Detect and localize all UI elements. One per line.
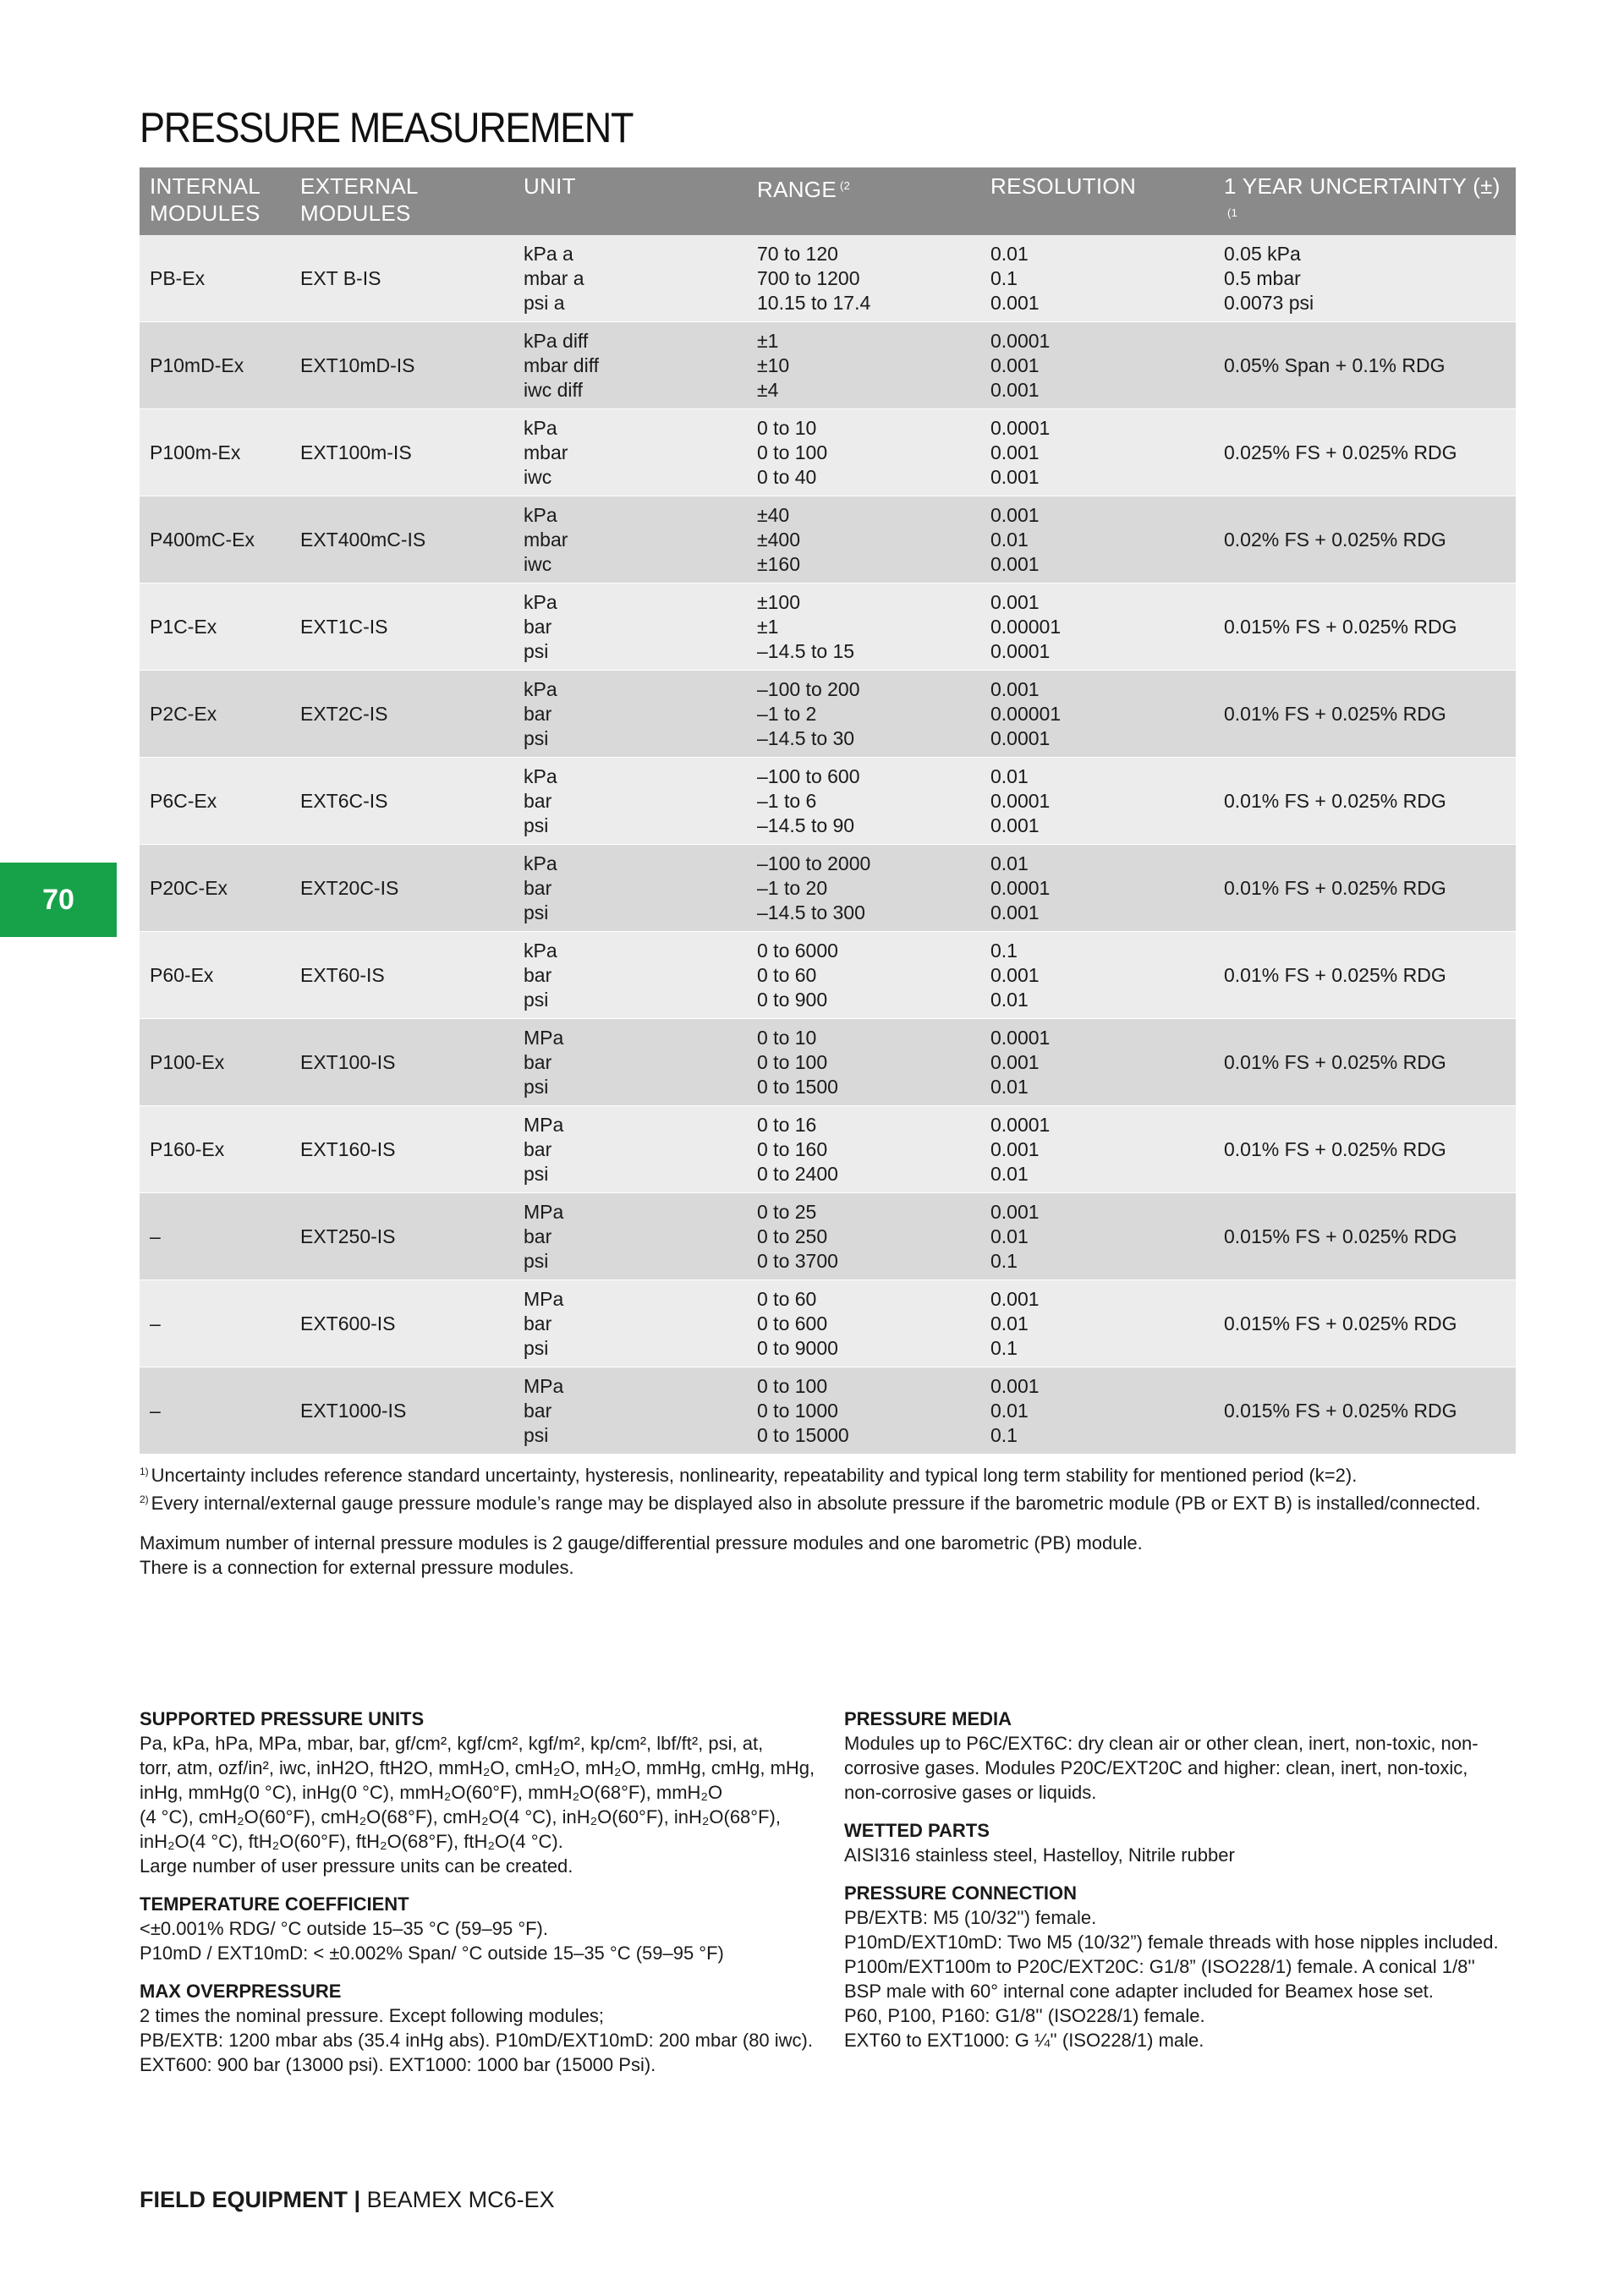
resolution-cell <box>980 671 1214 758</box>
uncertainty-cell <box>1214 322 1516 409</box>
unit-cell-line: MPa <box>524 1113 564 1136</box>
table-row <box>140 932 1516 1019</box>
unit-cell-line: mbar a <box>524 266 584 289</box>
unit-cell-line: kPa <box>524 416 557 439</box>
resolution-cell-line: 0.001 <box>990 378 1040 401</box>
unit-cell-line: MPa <box>524 1287 564 1310</box>
table-row <box>140 845 1516 932</box>
resolution-cell-line: 0.01 <box>990 528 1029 551</box>
unit-cell-line: mbar <box>524 441 568 463</box>
pressure-spec-table <box>140 167 1516 1455</box>
unit-cell-line: bar <box>524 702 552 725</box>
unit-cell-line: MPa <box>524 1026 564 1049</box>
range-cell-line: ±1 <box>757 615 779 638</box>
unit-cell-line: bar <box>524 1399 552 1422</box>
range-cell-line: ±160 <box>757 552 800 575</box>
external-module-cell: EXT2C-IS <box>290 671 513 758</box>
unit-cell-line: psi <box>524 1075 549 1098</box>
unit-cell-line: bar <box>524 789 552 812</box>
resolution-cell-line: 0.01 <box>990 1075 1029 1098</box>
external-module-cell: EXT B-IS <box>290 235 513 322</box>
internal-module-cell: P2C-Ex <box>140 671 290 758</box>
internal-module-cell: P100-Ex <box>140 1019 290 1106</box>
resolution-cell-line: 0.0001 <box>990 329 1051 352</box>
unit-cell-line: psi a <box>524 291 565 314</box>
resolution-cell-line: 0.01 <box>990 1225 1029 1247</box>
resolution-cell-line: 0.001 <box>990 814 1040 836</box>
spec-column-left <box>140 1707 816 2091</box>
range-cell <box>747 1367 980 1455</box>
footer-separator: | <box>354 2187 361 2212</box>
table-header-row <box>140 167 1516 235</box>
uncertainty-cell-line: 0.02% FS + 0.025% RDG <box>1224 528 1446 551</box>
page-footer <box>140 2187 555 2213</box>
uncertainty-cell-line: 0.01% FS + 0.025% RDG <box>1224 1050 1446 1073</box>
resolution-cell-line: 0.1 <box>990 1249 1018 1272</box>
unit-cell <box>513 932 747 1019</box>
range-cell-line: 0 to 9000 <box>757 1336 838 1359</box>
uncertainty-cell-line: 0.0073 psi <box>1224 291 1314 314</box>
unit-cell <box>513 1280 747 1367</box>
resolution-cell-line: 0.01 <box>990 988 1029 1011</box>
range-cell-line: 70 to 120 <box>757 242 838 265</box>
range-cell-line: –1 to 6 <box>757 789 817 812</box>
unit-cell-line: psi <box>524 1336 549 1359</box>
range-cell-line: 0 to 1000 <box>757 1399 838 1422</box>
range-cell <box>747 235 980 322</box>
resolution-cell-line: 0.001 <box>990 291 1040 314</box>
unit-cell-line: kPa <box>524 764 557 787</box>
range-cell-line: ±100 <box>757 590 800 613</box>
resolution-cell-line: 0.001 <box>990 503 1040 526</box>
internal-module-cell: P20C-Ex <box>140 845 290 932</box>
resolution-cell-line: 0.001 <box>990 1287 1040 1310</box>
unit-cell-line: psi <box>524 726 549 749</box>
range-cell-line: 10.15 to 17.4 <box>757 291 871 314</box>
section-body-units: Pa, kPa, hPa, MPa, mbar, bar, gf/cm², kgf/cm², kgf/m², kp/cm², lbf/ft², psi, at, torr, atm, ozf/in², iwc, inH2O, ftH2O, mmH₂O, cmH₂O, mH₂O, mmHg, cmHg, mHg, inHg, mmHg(0 °C), inHg(0 °C), mmH₂O(60°F), mmH₂O(68°F), mmH₂O (4 °C), cmH₂O(60°F), cmH₂O(68°F), cmH₂O(4 °C), inH₂O(60°F), inH₂O(68°F), inH₂O(4 °C), ftH₂O(60°F), ftH₂O(68°F), ftH₂O(4 °C). Large number of user pressure units can be created. <box>140 1733 815 1877</box>
uncertainty-cell-line: 0.015% FS + 0.025% RDG <box>1224 1312 1457 1334</box>
unit-cell <box>513 758 747 845</box>
page-number-tab: 70 <box>0 863 117 937</box>
uncertainty-cell-line: 0.01% FS + 0.025% RDG <box>1224 702 1446 725</box>
unit-cell-line: kPa diff <box>524 329 589 352</box>
range-cell <box>747 1019 980 1106</box>
unit-cell <box>513 584 747 671</box>
internal-module-cell: – <box>140 1193 290 1280</box>
table-row <box>140 671 1516 758</box>
unit-cell <box>513 671 747 758</box>
unit-cell <box>513 322 747 409</box>
footnote-2: $^{2)}$ Every internal/external gauge pressure module’s range may be displayed also in absolute pressure if the barometric module (PB or EXT B) is installed/connected. <box>140 1493 1481 1514</box>
resolution-cell <box>980 1019 1214 1106</box>
external-module-cell: EXT20C-IS <box>290 845 513 932</box>
unit-cell-line: bar <box>524 615 552 638</box>
range-cell-line: 0 to 160 <box>757 1137 828 1160</box>
external-module-cell: EXT250-IS <box>290 1193 513 1280</box>
uncertainty-cell-line: 0.05% Span + 0.1% RDG <box>1224 353 1446 376</box>
uncertainty-cell-line: 0.01% FS + 0.025% RDG <box>1224 789 1446 812</box>
section-body-pressure-connection: PB/EXTB: M5 (10/32'') female. P10mD/EXT10mD: Two M5 (10/32”) female threads with hose nipples included. P100m/EXT100m to P20C/EXT20C: G1/8” (ISO228/1) female. A conical 1/8'' BSP male with 60° internal cone adapter included for Beamex hose set. P60, P100, P160: G1/8'' (ISO228/1) female. EXT60 to EXT1000: G ¼'' (ISO228/1) male. <box>844 1907 1499 2051</box>
external-module-cell: EXT1C-IS <box>290 584 513 671</box>
uncertainty-cell <box>1214 496 1516 584</box>
unit-cell <box>513 1106 747 1193</box>
uncertainty-cell-line: 0.015% FS + 0.025% RDG <box>1224 615 1457 638</box>
unit-cell-line: bar <box>524 1225 552 1247</box>
table-row <box>140 235 1516 322</box>
range-cell-line: 0 to 900 <box>757 988 828 1011</box>
unit-cell-line: psi <box>524 639 549 662</box>
section-heading-wetted-parts: WETTED PARTS <box>844 1820 990 1841</box>
range-cell-line: 0 to 10 <box>757 416 817 439</box>
range-cell-line: –14.5 to 15 <box>757 639 855 662</box>
resolution-cell-line: 0.001 <box>990 963 1040 986</box>
unit-cell-line: psi <box>524 901 549 923</box>
unit-cell <box>513 409 747 496</box>
range-cell <box>747 322 980 409</box>
uncertainty-cell-line: 0.015% FS + 0.025% RDG <box>1224 1225 1457 1247</box>
resolution-cell-line: 0.0001 <box>990 639 1051 662</box>
unit-cell-line: kPa <box>524 590 557 613</box>
internal-module-cell: P10mD-Ex <box>140 322 290 409</box>
range-cell-line: 0 to 600 <box>757 1312 828 1334</box>
external-module-cell: EXT1000-IS <box>290 1367 513 1455</box>
range-cell <box>747 584 980 671</box>
header-resolution: RESOLUTION <box>980 167 1214 235</box>
unit-cell-line: bar <box>524 963 552 986</box>
range-cell-line: 0 to 100 <box>757 441 828 463</box>
range-cell-line: –1 to 2 <box>757 702 817 725</box>
note-module-limit: Maximum number of internal pressure modules is 2 gauge/differential pressure modules and one barometric (PB) module. <box>140 1532 1143 1553</box>
uncertainty-cell <box>1214 235 1516 322</box>
unit-cell-line: mbar diff <box>524 353 600 376</box>
range-cell-line: –14.5 to 300 <box>757 901 865 923</box>
uncertainty-cell <box>1214 671 1516 758</box>
resolution-cell-line: 0.1 <box>990 1336 1018 1359</box>
unit-cell-line: MPa <box>524 1374 564 1397</box>
range-cell-line: –1 to 20 <box>757 876 828 899</box>
uncertainty-cell <box>1214 584 1516 671</box>
resolution-cell-line: 0.001 <box>990 590 1040 613</box>
spec-column-right <box>844 1707 1521 2066</box>
resolution-cell-line: 0.1 <box>990 939 1018 962</box>
external-module-cell: EXT400mC-IS <box>290 496 513 584</box>
uncertainty-cell-line: 0.01% FS + 0.025% RDG <box>1224 963 1446 986</box>
range-cell-line: 0 to 250 <box>757 1225 828 1247</box>
range-cell-line: 0 to 2400 <box>757 1162 838 1185</box>
unit-cell-line: bar <box>524 876 552 899</box>
resolution-cell <box>980 584 1214 671</box>
external-module-cell: EXT10mD-IS <box>290 322 513 409</box>
range-cell-line: 0 to 6000 <box>757 939 838 962</box>
range-cell <box>747 1106 980 1193</box>
unit-cell <box>513 496 747 584</box>
range-cell <box>747 932 980 1019</box>
external-module-cell: EXT100m-IS <box>290 409 513 496</box>
table-row <box>140 758 1516 845</box>
header-uncertainty: 1 YEAR UNCERTAINTY $(\pm)^{(1}$ <box>1214 167 1516 235</box>
range-cell <box>747 845 980 932</box>
resolution-cell-line: 0.001 <box>990 1137 1040 1160</box>
external-module-cell: EXT60-IS <box>290 932 513 1019</box>
range-cell-line: 0 to 16 <box>757 1113 817 1136</box>
resolution-cell <box>980 322 1214 409</box>
table-row <box>140 322 1516 409</box>
resolution-cell-line: 0.001 <box>990 901 1040 923</box>
table-row <box>140 1019 1516 1106</box>
resolution-cell <box>980 1193 1214 1280</box>
unit-cell-line: kPa a <box>524 242 573 265</box>
section-heading-temp-coefficient: TEMPERATURE COEFFICIENT <box>140 1893 409 1915</box>
uncertainty-cell-line: 0.01% FS + 0.025% RDG <box>1224 876 1446 899</box>
range-cell-line: 0 to 10 <box>757 1026 817 1049</box>
external-module-cell: EXT100-IS <box>290 1019 513 1106</box>
unit-cell-line: psi <box>524 1162 549 1185</box>
resolution-cell-line: 0.001 <box>990 353 1040 376</box>
unit-cell-line: bar <box>524 1050 552 1073</box>
unit-cell <box>513 1019 747 1106</box>
internal-module-cell: P400mC-Ex <box>140 496 290 584</box>
range-cell <box>747 671 980 758</box>
resolution-cell-line: 0.00001 <box>990 702 1062 725</box>
footer-section: FIELD EQUIPMENT <box>140 2187 348 2212</box>
resolution-cell-line: 0.00001 <box>990 615 1062 638</box>
range-cell <box>747 409 980 496</box>
resolution-cell-line: 0.1 <box>990 266 1018 289</box>
section-body-temp-coefficient: <±0.001% RDG/ °C outside 15–35 °C (59–95 °F). P10mD / EXT10mD: < ±0.002% Span/ °C outside 15–35 °C (59–95 °F) <box>140 1918 724 1964</box>
resolution-cell <box>980 1367 1214 1455</box>
resolution-cell-line: 0.001 <box>990 552 1040 575</box>
range-cell-line: 0 to 25 <box>757 1200 817 1223</box>
resolution-cell <box>980 496 1214 584</box>
unit-cell-line: psi <box>524 1249 549 1272</box>
section-heading-pressure-media: PRESSURE MEDIA <box>844 1708 1012 1729</box>
table-row <box>140 1280 1516 1367</box>
range-cell-line: 0 to 100 <box>757 1050 828 1073</box>
resolution-cell-line: 0.001 <box>990 465 1040 488</box>
range-cell-line: 0 to 60 <box>757 1287 817 1310</box>
section-heading-max-overpressure: MAX OVERPRESSURE <box>140 1981 342 2002</box>
external-module-cell: EXT160-IS <box>290 1106 513 1193</box>
uncertainty-cell <box>1214 932 1516 1019</box>
header-unit: UNIT <box>513 167 747 235</box>
range-cell <box>747 496 980 584</box>
range-cell <box>747 1193 980 1280</box>
unit-cell-line: kPa <box>524 677 557 700</box>
range-cell-line: 0 to 3700 <box>757 1249 838 1272</box>
unit-cell-line: psi <box>524 988 549 1011</box>
unit-cell <box>513 235 747 322</box>
range-cell-line: 0 to 15000 <box>757 1423 849 1446</box>
table-row <box>140 1106 1516 1193</box>
uncertainty-cell <box>1214 1019 1516 1106</box>
resolution-cell-line: 0.001 <box>990 677 1040 700</box>
uncertainty-cell <box>1214 1193 1516 1280</box>
unit-cell-line: MPa <box>524 1200 564 1223</box>
footer-product: BEAMEX MC6-EX <box>366 2187 555 2212</box>
range-cell-line: 0 to 1500 <box>757 1075 838 1098</box>
table-row <box>140 1193 1516 1280</box>
resolution-cell-line: 0.1 <box>990 1423 1018 1446</box>
internal-module-cell: PB-Ex <box>140 235 290 322</box>
header-internal-modules: INTERNAL MODULES <box>140 167 290 235</box>
uncertainty-cell <box>1214 758 1516 845</box>
uncertainty-cell <box>1214 409 1516 496</box>
header-range: RANGE $^{(2}$ <box>747 167 980 235</box>
range-cell-line: ±1 <box>757 329 779 352</box>
uncertainty-cell <box>1214 1367 1516 1455</box>
internal-module-cell: – <box>140 1280 290 1367</box>
unit-cell-line: bar <box>524 1312 552 1334</box>
internal-module-cell: P100m-Ex <box>140 409 290 496</box>
internal-module-cell: – <box>140 1367 290 1455</box>
table-row <box>140 584 1516 671</box>
unit-cell-line: psi <box>524 814 549 836</box>
internal-module-cell: P6C-Ex <box>140 758 290 845</box>
unit-cell <box>513 845 747 932</box>
unit-cell <box>513 1367 747 1455</box>
table-row <box>140 496 1516 584</box>
range-cell-line: –100 to 2000 <box>757 852 871 874</box>
internal-module-cell: P60-Ex <box>140 932 290 1019</box>
table-row <box>140 409 1516 496</box>
range-cell-line: ±4 <box>757 378 779 401</box>
resolution-cell-line: 0.0001 <box>990 416 1051 439</box>
header-external-modules: EXTERNAL MODULES <box>290 167 513 235</box>
range-cell <box>747 1280 980 1367</box>
range-cell-line: 700 to 1200 <box>757 266 860 289</box>
external-module-cell: EXT6C-IS <box>290 758 513 845</box>
internal-module-cell: P160-Ex <box>140 1106 290 1193</box>
resolution-cell-line: 0.0001 <box>990 726 1051 749</box>
unit-cell-line: bar <box>524 1137 552 1160</box>
unit-cell-line: kPa <box>524 503 557 526</box>
external-module-cell: EXT600-IS <box>290 1280 513 1367</box>
range-cell-line: ±400 <box>757 528 800 551</box>
uncertainty-cell-line: 0.025% FS + 0.025% RDG <box>1224 441 1457 463</box>
range-cell-line: ±10 <box>757 353 790 376</box>
uncertainty-cell-line: 0.5 mbar <box>1224 266 1301 289</box>
resolution-cell-line: 0.0001 <box>990 876 1051 899</box>
uncertainty-cell-line: 0.015% FS + 0.025% RDG <box>1224 1399 1457 1422</box>
unit-cell-line: iwc <box>524 552 552 575</box>
section-body-pressure-media: Modules up to P6C/EXT6C: dry clean air or other clean, inert, non-toxic, non- corrosive gases. Modules P20C/EXT20C and higher: clean, inert, non-toxic, non-corrosive gases or liquids. <box>844 1733 1479 1803</box>
internal-module-cell: P1C-Ex <box>140 584 290 671</box>
resolution-cell-line: 0.01 <box>990 1399 1029 1422</box>
resolution-cell <box>980 409 1214 496</box>
resolution-cell <box>980 1106 1214 1193</box>
uncertainty-cell <box>1214 845 1516 932</box>
resolution-cell <box>980 758 1214 845</box>
unit-cell-line: iwc <box>524 465 552 488</box>
section-heading-units: SUPPORTED PRESSURE UNITS <box>140 1708 425 1729</box>
uncertainty-cell-line: 0.01% FS + 0.025% RDG <box>1224 1137 1446 1160</box>
unit-cell <box>513 1193 747 1280</box>
section-body-wetted-parts: AISI316 stainless steel, Hastelloy, Nitrile rubber <box>844 1844 1235 1866</box>
unit-cell-line: psi <box>524 1423 549 1446</box>
resolution-cell-line: 0.0001 <box>990 1113 1051 1136</box>
range-cell-line: –14.5 to 30 <box>757 726 855 749</box>
resolution-cell-line: 0.01 <box>990 242 1029 265</box>
unit-cell-line: kPa <box>524 852 557 874</box>
resolution-cell-line: 0.01 <box>990 1162 1029 1185</box>
resolution-cell-line: 0.001 <box>990 1050 1040 1073</box>
unit-cell-line: kPa <box>524 939 557 962</box>
uncertainty-cell <box>1214 1106 1516 1193</box>
footnote-1: $^{1)}$ Uncertainty includes reference standard uncertainty, hysteresis, nonlinearity, repeatability and typical long term stability for mentioned period (k=2). <box>140 1465 1358 1486</box>
resolution-cell-line: 0.01 <box>990 1312 1029 1334</box>
unit-cell-line: iwc diff <box>524 378 583 401</box>
unit-cell-line: mbar <box>524 528 568 551</box>
resolution-cell-line: 0.0001 <box>990 1026 1051 1049</box>
range-cell <box>747 758 980 845</box>
range-cell-line: –100 to 600 <box>757 764 860 787</box>
range-cell-line: 0 to 40 <box>757 465 817 488</box>
note-external-connection: There is a connection for external pressure modules. <box>140 1557 574 1578</box>
table-row <box>140 1367 1516 1455</box>
resolution-cell-line: 0.0001 <box>990 789 1051 812</box>
uncertainty-cell-line: 0.05 kPa <box>1224 242 1301 265</box>
range-cell-line: –14.5 to 90 <box>757 814 855 836</box>
resolution-cell-line: 0.001 <box>990 1200 1040 1223</box>
section-body-max-overpressure: 2 times the nominal pressure. Except following modules; PB/EXTB: 1200 mbar abs (35.4 inHg abs). P10mD/EXT10mD: 200 mbar (80 iwc). EXT600: 900 bar (13000 psi). EXT1000: 1000 bar (15000 Psi). <box>140 2005 813 2075</box>
footnotes <box>140 1460 1535 1580</box>
resolution-cell <box>980 845 1214 932</box>
resolution-cell-line: 0.01 <box>990 852 1029 874</box>
page-title: PRESSURE MEASUREMENT <box>140 104 634 151</box>
resolution-cell <box>980 1280 1214 1367</box>
resolution-cell <box>980 932 1214 1019</box>
resolution-cell-line: 0.01 <box>990 764 1029 787</box>
range-cell-line: ±40 <box>757 503 790 526</box>
section-heading-pressure-connection: PRESSURE CONNECTION <box>844 1882 1078 1904</box>
range-cell-line: 0 to 60 <box>757 963 817 986</box>
resolution-cell-line: 0.001 <box>990 1374 1040 1397</box>
uncertainty-cell <box>1214 1280 1516 1367</box>
range-cell-line: –100 to 200 <box>757 677 860 700</box>
range-cell-line: 0 to 100 <box>757 1374 828 1397</box>
resolution-cell-line: 0.001 <box>990 441 1040 463</box>
resolution-cell <box>980 235 1214 322</box>
